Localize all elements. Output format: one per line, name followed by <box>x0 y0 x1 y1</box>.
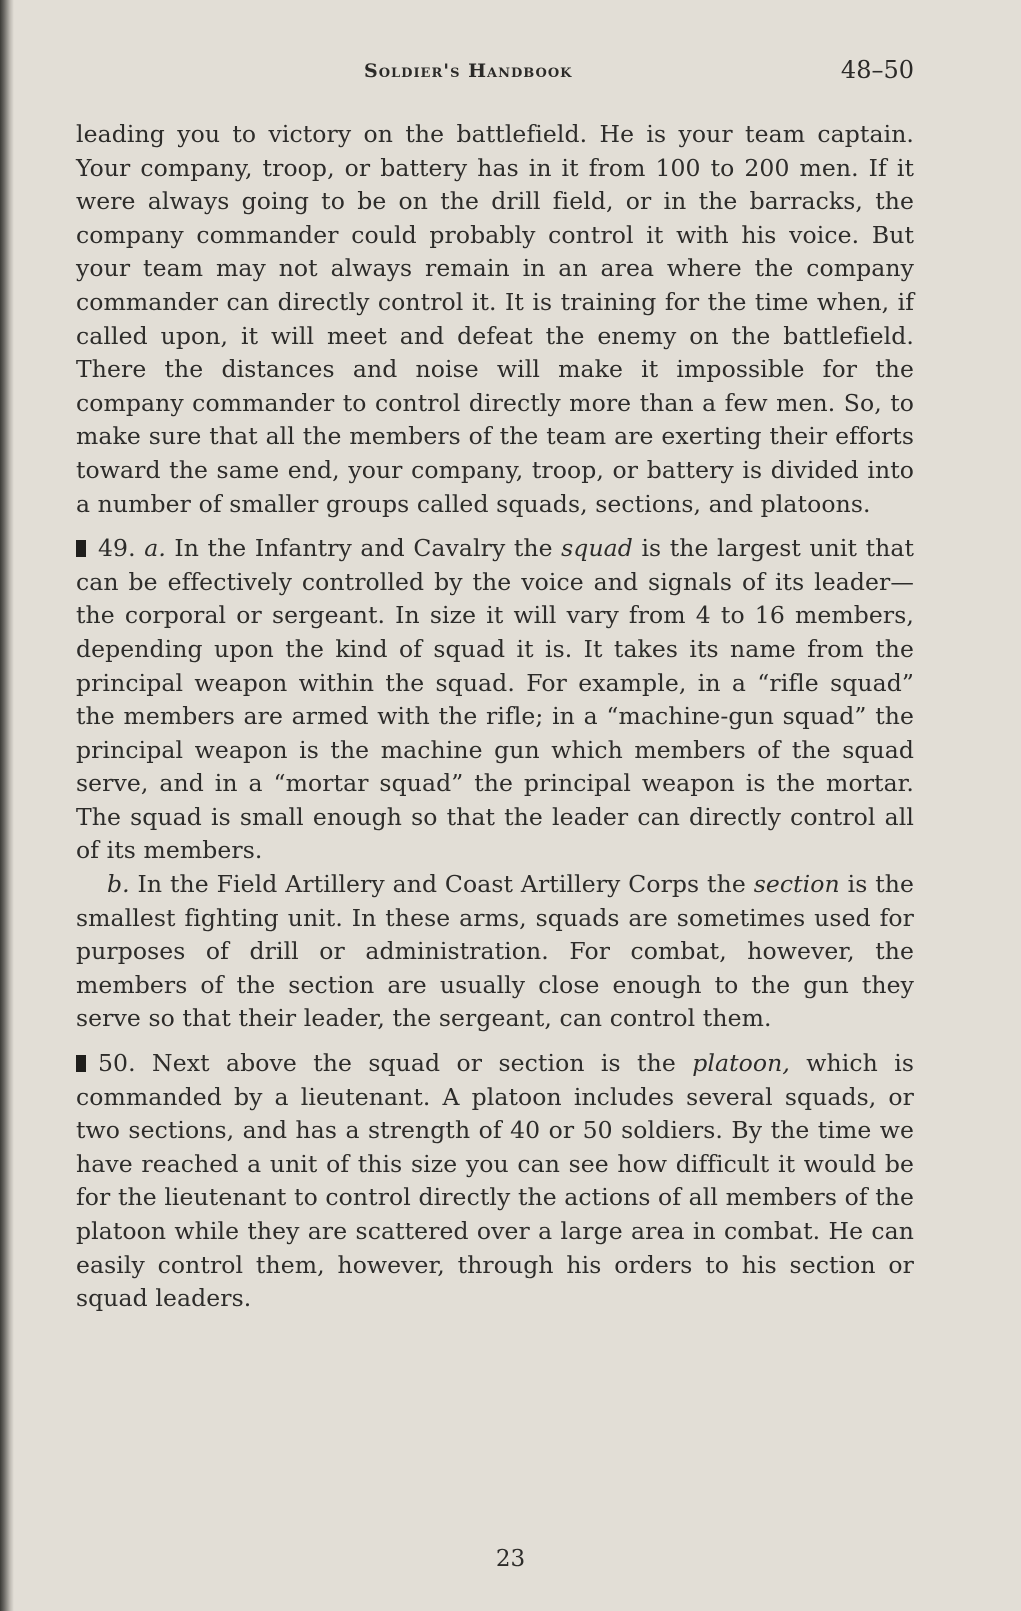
subsection-letter-b: b. <box>107 870 130 899</box>
running-title: Soldier's Handbook <box>364 60 573 82</box>
page-header <box>76 54 914 86</box>
term-squad: squad <box>561 534 633 563</box>
body-text <box>76 118 914 1316</box>
paragraph-49b-text-2: is the smallest fighting unit. In these arms, squads are sometimes used for purposes of drill or administration. For combat, however, the members of the section are usually close enough to the gun they serve so that their leader, the sergeant, can control them. <box>76 870 914 1033</box>
page-number: 23 <box>495 1546 526 1572</box>
paragraph-49a-text-2: is the largest unit that can be effectively controlled by the voice and signals of its leader—the corporal or sergeant. In size it will vary from 4 to 16 members, depending upon the kind of squad it is. It takes its name from the principal weapon within the squad. For example, in a “rifle squad” the members are armed with the rifle; in a “machine-gun squad” the principal weapon is the machine gun which members of the squad serve, and in a “mortar squad” the principal weapon is the mortar. The squad is small enough so that the leader can directly control all of its members. <box>76 534 915 865</box>
paragraph-50-text-2: which is commanded by a lieutenant. A platoon includes several squads, or two sections, and has a strength of 40 or 50 soldiers. By the time we have reached a unit of this size you can see how difficult it would be for the lieutenant to control directly the actions of all members of the platoon while they are scattered over a large area in combat. He can easily control them, however, through his orders to his section or squad leaders. <box>76 1049 915 1313</box>
paragraph-49b <box>76 868 914 1036</box>
term-platoon: platoon, <box>692 1049 790 1078</box>
paragraph-49a-text-1: In the Infantry and Cavalry the <box>165 534 562 563</box>
subsection-letter-a: a. <box>144 534 166 563</box>
paragraph-49a <box>76 532 914 868</box>
section-marker-icon <box>76 1055 86 1072</box>
term-section: section <box>753 870 840 899</box>
page-binding-edge <box>0 0 14 1611</box>
paragraph-49b-text-1: In the Field Artillery and Coast Artillery Corps the <box>129 870 754 899</box>
paragraph-50 <box>76 1047 914 1316</box>
section-number-49: 49. <box>98 534 136 563</box>
paragraph-48-continued: leading you to victory on the battlefield. He is your team captain. Your company, troop, or battery has in it from 100 to 200 men. If it were always going to be on the drill field, or in the barracks, the company commander could probably control it with his voice. But your team may not always remain in an area where the company commander can directly control it. It is training for the time when, if called upon, it will meet and defeat the enemy on the battlefield. There the distances and noise will make it impossible for the company commander to control directly more than a few men. So, to make sure that all the members of the team are exerting their efforts toward the same end, your company, troop, or battery is divided into a number of smaller groups called squads, sections, and platoons. <box>76 120 914 518</box>
section-number-50: 50. <box>98 1049 136 1078</box>
paragraph-50-text-1: Next above the squad or section is the <box>135 1049 693 1078</box>
section-marker-icon <box>76 540 86 557</box>
section-range: 48–50 <box>840 56 914 84</box>
